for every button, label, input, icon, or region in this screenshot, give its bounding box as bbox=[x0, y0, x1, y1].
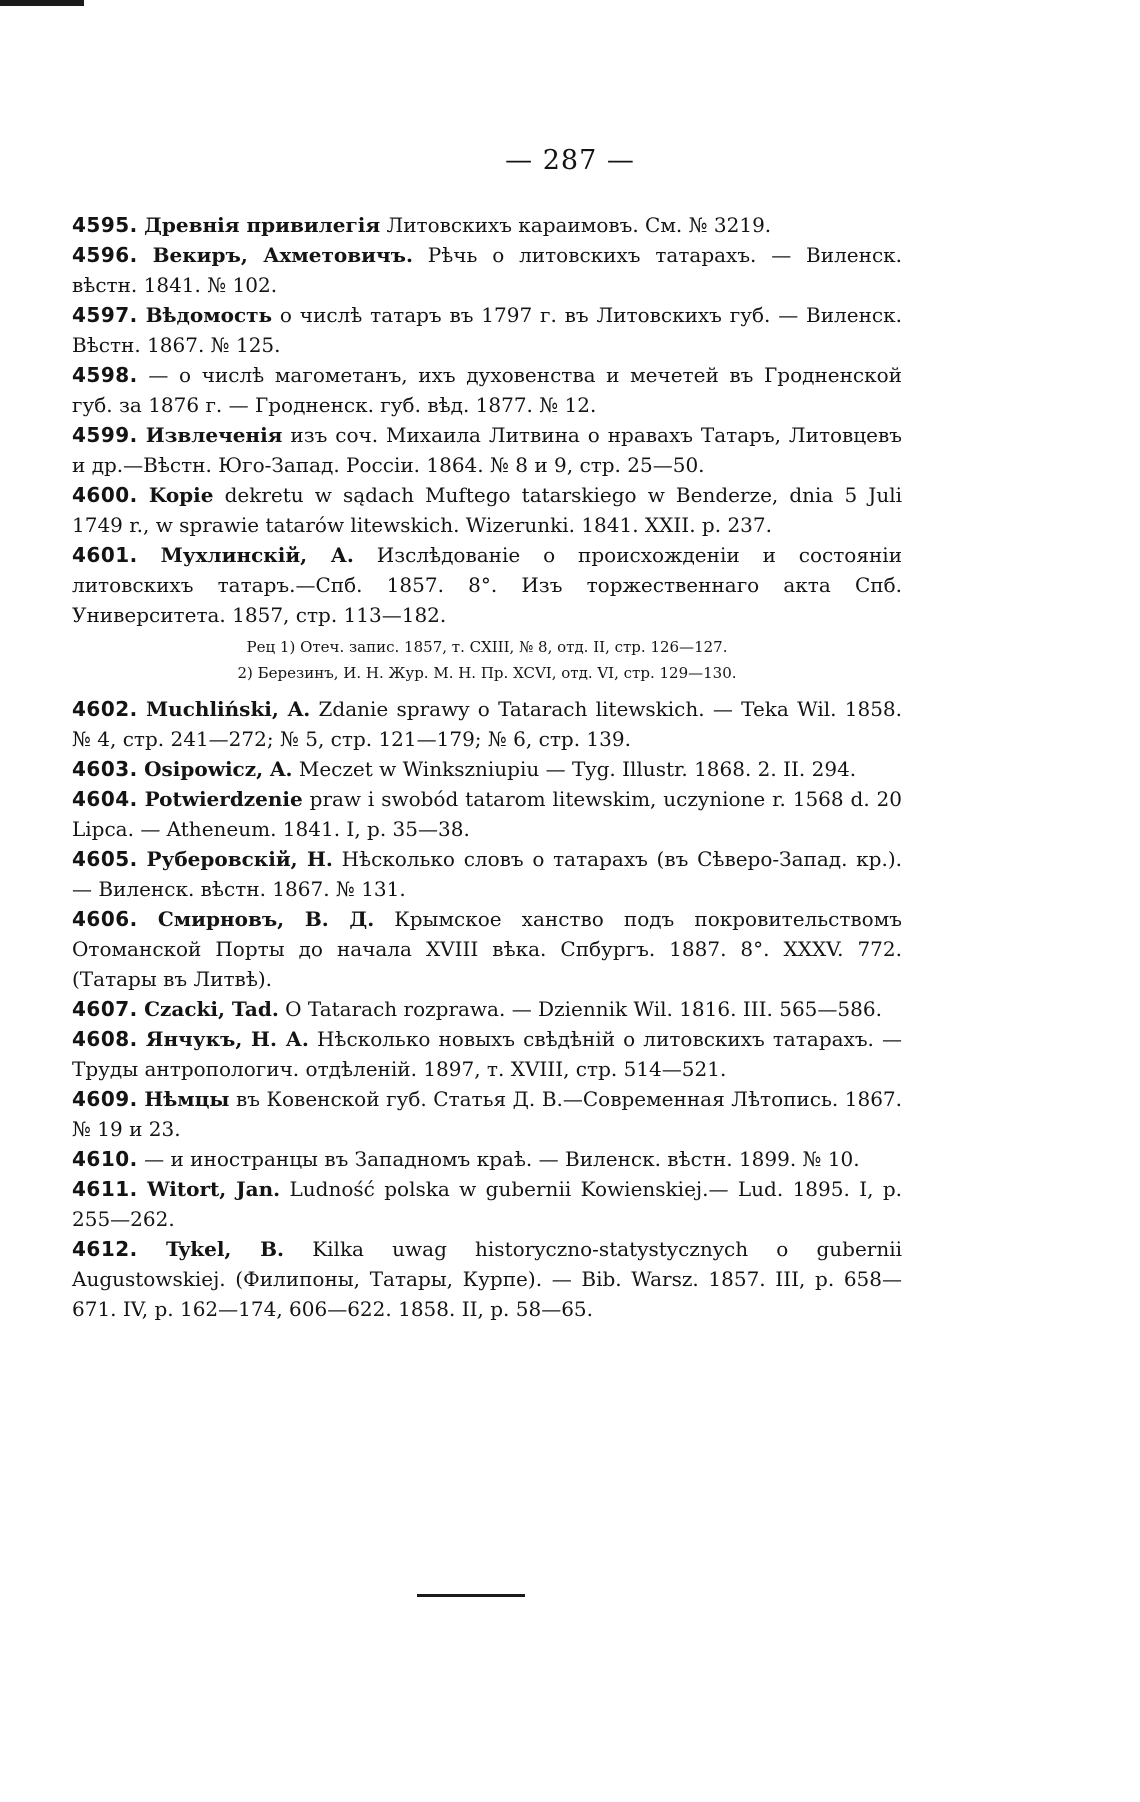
entry-4611: 4611. Witort, Jan. Ludność polska w gubernii Kowienskiej.— Lud. 1895. I, p. 255—262. bbox=[72, 1177, 903, 1231]
footnote bbox=[72, 634, 902, 686]
footnote-line: 2) Березинъ, И. Н. Жур. М. Н. Пр. XCVI, отд. VI, стр. 129—130. bbox=[237, 664, 737, 682]
entry-4607: 4607. Czacki, Tad. O Tatarach rozprawa. — Dziennik Wil. 1816. III. 565—586. bbox=[72, 997, 882, 1021]
divider-rule bbox=[417, 1594, 525, 1597]
entry-4610: 4610. — и иностранцы въ Западномъ краѣ. — Виленск. вѣстн. 1899. № 10. bbox=[72, 1147, 860, 1171]
entry-4603: 4603. Osipowicz, A. Meczet w Winkszniupiu — Tyg. Illustr. 1868. 2. II. 294. bbox=[72, 757, 857, 781]
entry-4606: 4606. Смирновъ, В. Д. Крымское ханство подъ покровительствомъ Отоманской Порты до начала XVIII вѣка. Спбургъ. 1887. 8°. XXXV. 772. (Татары въ Литвѣ). bbox=[72, 907, 903, 991]
entry-4600: 4600. Kopie dekretu w sądach Muftego tatarskiego w Benderze, dnia 5 Juli 1749 r., w sprawie tatarów litewskich. Wizerunki. 1841. XXII. p. 237. bbox=[72, 483, 902, 537]
entry-4597: 4597. Вѣдомость о числѣ татаръ въ 1797 г. въ Литовскихъ губ. — Виленск. Вѣстн. 1867. № 125. bbox=[72, 303, 902, 357]
scan-mark bbox=[0, 0, 84, 6]
entry-4605: 4605. Руберовскій, Н. Нѣсколько словъ о татарахъ (въ Сѣверо-Запад. кр.). — Виленск. вѣстн. 1867. № 131. bbox=[72, 847, 902, 901]
entry-4601: 4601. Мухлинскій, А. Изслѣдованіе о происхожденіи и состояніи литовскихъ татаръ.—Спб. 1857. 8°. Изъ торжественнаго акта Спб. Университета. 1857, стр. 113—182. bbox=[72, 543, 903, 627]
entry-4596: 4596. Векиръ, Ахметовичъ. Рѣчь о литовскихъ татарахъ. — Виленск. вѣстн. 1841. № 102. bbox=[72, 243, 903, 297]
entry-4604: 4604. Potwierdzenie praw i swobód tatarom litewskim, uczynione r. 1568 d. 20 Lipca. — Atheneum. 1841. I, p. 35—38. bbox=[72, 787, 903, 841]
entry-4595: 4595. Древнія привилегія Литовскихъ караимовъ. См. № 3219. bbox=[72, 213, 772, 237]
bibliography-text bbox=[72, 210, 902, 1324]
entry-4608: 4608. Янчукъ, Н. А. Нѣсколько новыхъ свѣдѣній о литовскихъ татарахъ. — Труды антропологич. отдѣленій. 1897, т. XVIII, стр. 514—521. bbox=[72, 1027, 903, 1081]
entry-4602: 4602. Muchliński, A. Zdanie sprawy o Tatarach litewskich. — Teka Wil. 1858. № 4, стр. 241—272; № 5, стр. 121—179; № 6, стр. 139. bbox=[72, 697, 903, 751]
entry-4599: 4599. Извлеченія изъ соч. Михаила Литвина о нравахъ Татаръ, Литовцевъ и др.—Вѣстн. Юго-Запад. Россіи. 1864. № 8 и 9, стр. 25—50. bbox=[72, 423, 902, 477]
footnote-line: Рец 1) Отеч. запис. 1857, т. CXIII, № 8, отд. II, стр. 126—127. bbox=[246, 638, 728, 656]
page-number: — 287 — bbox=[505, 145, 635, 176]
entry-4598: 4598. — о числѣ магометанъ, ихъ духовенства и мечетей въ Гродненской губ. за 1876 г. — Гродненск. губ. вѣд. 1877. № 12. bbox=[72, 363, 902, 417]
entry-4612: 4612. Tykel, B. Kilka uwag historyczno-statystycznych o gubernii Augustowskiej. (Филипоны, Татары, Курпе). — Bib. Warsz. 1857. III, p. 658—671. IV, p. 162—174, 606—622. 1858. II, p. 58—65. bbox=[72, 1237, 903, 1321]
entry-4609: 4609. Нѣмцы въ Ковенской губ. Статья Д. В.—Современная Лѣтопись. 1867. № 19 и 23. bbox=[72, 1087, 903, 1141]
